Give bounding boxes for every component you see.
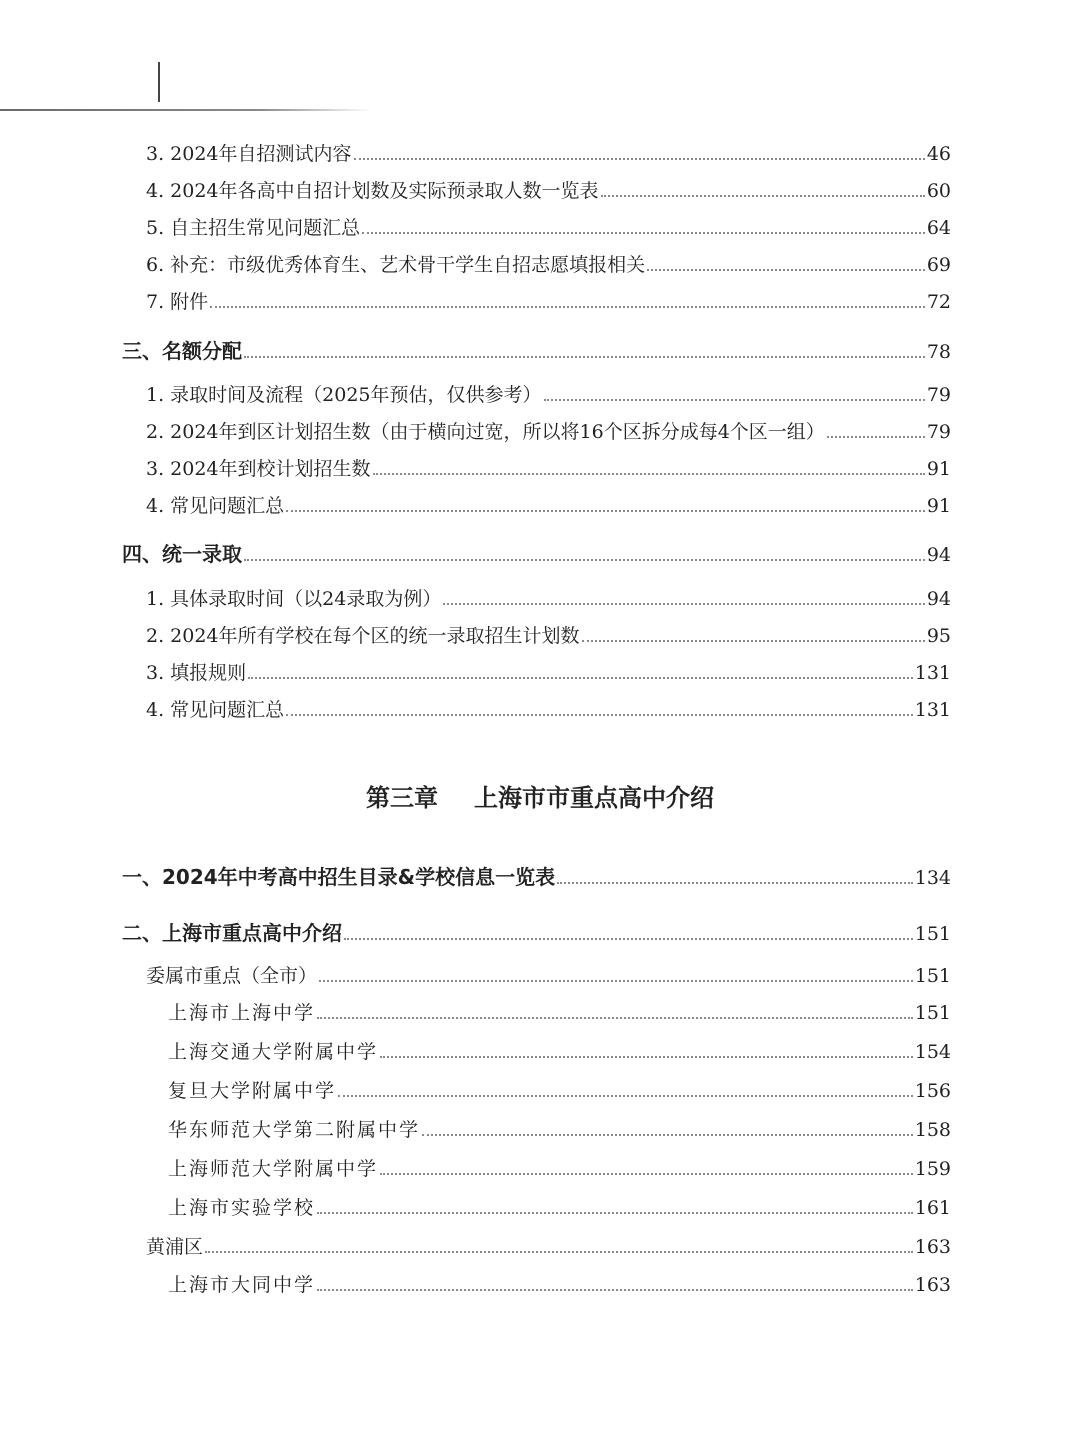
leader-dots bbox=[422, 1134, 913, 1136]
page-number: 156 bbox=[914, 1080, 951, 1102]
leader-dots bbox=[248, 677, 913, 679]
leader-dots bbox=[344, 938, 913, 940]
page-number: 79 bbox=[926, 421, 951, 443]
leader-dots bbox=[647, 269, 925, 271]
toc-entry[interactable]: 1. 具体录取时间（以24录取为例） 94 bbox=[146, 588, 951, 610]
toc-entry[interactable]: 1. 录取时间及流程（2025年预估，仅供参考） 79 bbox=[146, 384, 951, 406]
toc-school[interactable]: 上海交通大学附属中学 154 bbox=[168, 1041, 951, 1063]
leader-dots bbox=[827, 436, 925, 438]
leader-dots bbox=[205, 1251, 913, 1253]
page-number: 134 bbox=[914, 867, 951, 889]
page-number: 46 bbox=[926, 143, 951, 165]
leader-dots bbox=[557, 882, 913, 884]
leader-dots bbox=[601, 195, 925, 197]
page-number: 158 bbox=[914, 1119, 951, 1141]
page-number: 154 bbox=[914, 1041, 951, 1063]
toc-group[interactable]: 黄浦区 163 bbox=[146, 1236, 951, 1258]
leader-dots bbox=[362, 232, 925, 234]
toc-school[interactable]: 复旦大学附属中学 156 bbox=[168, 1080, 951, 1102]
leader-dots bbox=[317, 1289, 913, 1291]
page-number: 69 bbox=[926, 254, 951, 276]
page-number: 72 bbox=[926, 291, 951, 313]
leader-dots bbox=[210, 306, 925, 308]
page-number: 64 bbox=[926, 217, 951, 239]
page-number: 151 bbox=[914, 1002, 951, 1024]
toc-school[interactable]: 华东师范大学第二附属中学 158 bbox=[168, 1119, 951, 1141]
leader-dots bbox=[317, 1212, 913, 1214]
toc-school[interactable]: 上海师范大学附属中学 159 bbox=[168, 1158, 951, 1180]
toc-entry[interactable]: 3. 2024年自招测试内容 46 bbox=[146, 143, 951, 165]
toc-entry[interactable]: 3. 2024年到校计划招生数 91 bbox=[146, 458, 951, 480]
chapter-title: 上海市市重点高中介绍 bbox=[474, 783, 714, 812]
page-number: 95 bbox=[926, 625, 951, 647]
toc-entry[interactable]: 2. 2024年所有学校在每个区的统一录取招生计划数 95 bbox=[146, 625, 951, 647]
page-number: 91 bbox=[926, 495, 951, 517]
page-number: 94 bbox=[926, 588, 951, 610]
leader-dots bbox=[443, 603, 924, 605]
leader-dots bbox=[244, 559, 925, 561]
page-number: 79 bbox=[926, 384, 951, 406]
toc-entry[interactable]: 4. 常见问题汇总 91 bbox=[146, 495, 951, 517]
leader-dots bbox=[582, 640, 925, 642]
page-number: 159 bbox=[914, 1158, 951, 1180]
toc-section[interactable]: 四、统一录取 94 bbox=[122, 542, 951, 566]
toc-entry[interactable]: 6. 补充：市级优秀体育生、艺术骨干学生自招志愿填报相关 69 bbox=[146, 254, 951, 276]
page-number: 161 bbox=[914, 1197, 951, 1219]
leader-dots bbox=[244, 356, 925, 358]
toc-entry[interactable]: 4. 2024年各高中自招计划数及实际预录取人数一览表 60 bbox=[146, 180, 951, 202]
toc-section[interactable]: 一、2024年中考高中招生目录&学校信息一览表 134 bbox=[122, 865, 951, 889]
toc-section[interactable]: 三、名额分配 78 bbox=[122, 339, 951, 363]
page-number: 131 bbox=[914, 699, 951, 721]
toc-entry[interactable]: 5. 自主招生常见问题汇总 64 bbox=[146, 217, 951, 239]
toc-group[interactable]: 委属市重点（全市） 151 bbox=[146, 965, 951, 987]
toc-entry[interactable]: 3. 填报规则 131 bbox=[146, 662, 951, 684]
page-number: 60 bbox=[926, 180, 951, 202]
page-number: 163 bbox=[914, 1236, 951, 1258]
page-number: 131 bbox=[914, 662, 951, 684]
page-number: 151 bbox=[914, 923, 951, 945]
toc-school[interactable]: 上海市大同中学 163 bbox=[168, 1274, 951, 1296]
leader-dots bbox=[338, 1095, 913, 1097]
toc-entry[interactable]: 7. 附件 72 bbox=[146, 291, 951, 313]
toc-school[interactable]: 上海市上海中学 151 bbox=[168, 1002, 951, 1024]
page-number: 91 bbox=[926, 458, 951, 480]
chapter-number: 第三章 bbox=[366, 783, 438, 812]
toc-entry[interactable]: 4. 常见问题汇总 131 bbox=[146, 699, 951, 721]
toc-section[interactable]: 二、上海市重点高中介绍 151 bbox=[122, 921, 951, 945]
page-number: 78 bbox=[926, 341, 951, 363]
leader-dots bbox=[380, 1173, 913, 1175]
toc-entry[interactable]: 2. 2024年到区计划招生数（由于横向过宽，所以将16个区拆分成每4个区一组） 79 bbox=[146, 421, 951, 443]
chapter-heading bbox=[0, 778, 1080, 813]
page-number: 151 bbox=[914, 965, 951, 987]
leader-dots bbox=[286, 714, 913, 716]
leader-dots bbox=[373, 473, 925, 475]
page-number: 94 bbox=[926, 544, 951, 566]
leader-dots bbox=[354, 158, 925, 160]
leader-dots bbox=[286, 510, 925, 512]
leader-dots bbox=[317, 1017, 913, 1019]
leader-dots bbox=[380, 1056, 913, 1058]
toc-school[interactable]: 上海市实验学校 161 bbox=[168, 1197, 951, 1219]
leader-dots bbox=[319, 980, 913, 982]
leader-dots bbox=[544, 399, 925, 401]
page-number: 163 bbox=[914, 1274, 951, 1296]
